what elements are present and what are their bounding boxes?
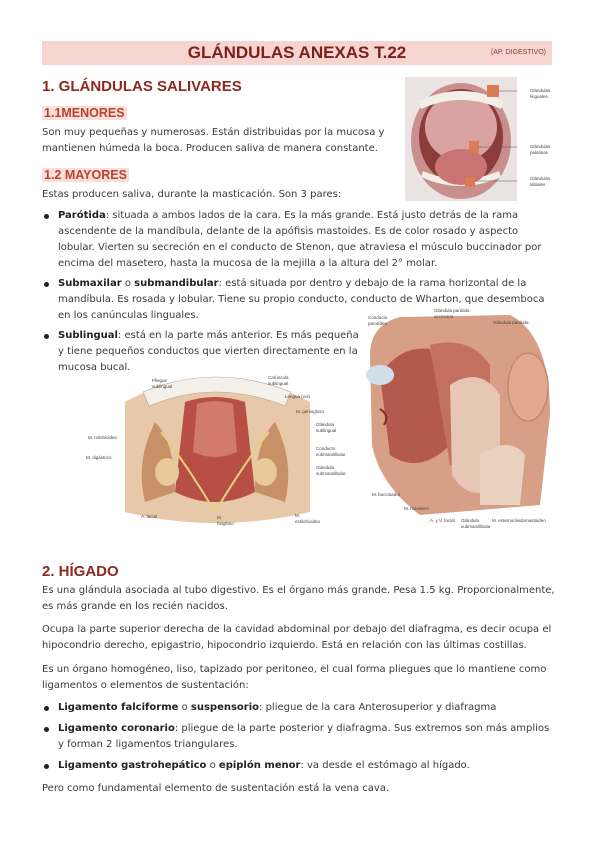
figure-mouth-floor xyxy=(115,362,320,530)
label-floor-12: M. digástrico xyxy=(86,455,112,460)
term-suspensorio: suspensorio xyxy=(190,702,260,713)
falciforme-text: : pliegue de la cara Anterosuperior y diafragma xyxy=(259,702,497,713)
label-floor-6: M. milohioideo xyxy=(88,435,118,440)
page-subtitle: (AP. DIGESTIVO) xyxy=(490,49,546,56)
term-epiplon: epiplón menor xyxy=(218,760,301,771)
bullet-falciforme xyxy=(42,700,557,716)
term-falciforme: Ligamento falciforme xyxy=(58,702,179,713)
bullet-gastrohepatico xyxy=(42,758,557,774)
label-floor-2: Lengua (vol) xyxy=(285,394,311,399)
term-submandibular: submandibular xyxy=(134,278,219,289)
term-sublingual: Sublingual xyxy=(58,330,118,341)
term-submaxilar: Submaxilar xyxy=(58,278,122,289)
coronario-text: : pliegue de la parte posterior y diafragma. Sus extremos son más amplios y forman 2 ligamentos triangulares. xyxy=(58,723,550,750)
label-floor-5: Conducto submandibular xyxy=(316,446,346,457)
label-glandulas-palatinas: Glándulas palatinas xyxy=(530,144,551,155)
label-floor-15: M. estilohioideo xyxy=(295,513,321,524)
label-face-2: Glándula parótida xyxy=(493,320,529,325)
parotida-text: : situada a ambos lados de la cara. Es la más grande. Está justo detrás de la rama ascendente de la mandíbula, delante de la apófisis mastoides. Es de color rosado y aspecto lobular. Vierten su secreción en el conducto de Stenon, que atraviesa el músculo buccinador por encima del masetero, hasta la mucosa de la mejilla a la altura del 2° molar. xyxy=(58,210,542,269)
conjunction: o xyxy=(121,278,135,289)
label-face-6: Glándula submandibular xyxy=(461,518,491,529)
bullet-coronario xyxy=(42,721,557,753)
label-floor-8: Glándula submandibular xyxy=(316,465,346,476)
section-heading-salivares: 1. GLÁNDULAS SALIVARES xyxy=(42,78,242,95)
higado-p2: Ocupa la parte superior derecha de la cavidad abdominal por debajo del diafragma, es decir ocupa el hipocondrio derecho, epigastrio, hipocondrio izquierdo. Está en relación con las últimas costillas. xyxy=(42,624,552,651)
label-floor-4: Glándula sublingual xyxy=(316,422,337,433)
higado-p4: Pero como fundamental elemento de sustentación está la vena cava. xyxy=(42,783,390,794)
label-glandulas-labiales: Glándulas labiales xyxy=(530,176,551,187)
higado-p3: Es un órgano homogéneo, liso, tapizado por peritoneo, el cual forma pliegues que lo mantiene como ligamentos o elementos de sustentación: xyxy=(42,664,547,691)
gastro-text: : va desde el estómago al hígado. xyxy=(300,760,470,771)
term-gastrohepatico: Ligamento gastrohepático xyxy=(58,760,207,771)
subheading-mayores: 1.2 MAYORES xyxy=(44,168,127,182)
page-title: GLÁNDULAS ANEXAS T.22 xyxy=(187,43,407,62)
label-face-1: Glándula parótida accesoria xyxy=(434,308,470,319)
higado-p1: Es una glándula asociada al tubo digestivo. Es el órgano más grande. Pesa 1.5 kg. Proporcionalmente, es más grande en los recién nacidos. xyxy=(42,585,555,612)
mouth-floor-illustration xyxy=(115,362,320,530)
label-floor-13: A. facial xyxy=(141,514,158,519)
term-coronario: Ligamento coronario xyxy=(58,723,175,734)
bullet-parotida xyxy=(42,208,557,272)
subheading-menores: 1.1MENORES xyxy=(44,106,125,120)
label-face-5: A. y V. facial xyxy=(430,518,455,523)
sublingual-text: : está en la parte más anterior. Es más pequeña y tiene pequeños conductos que vierten directamente en la mucosa bucal. xyxy=(58,330,359,373)
label-face-0: Conducto parotídeo xyxy=(368,315,388,326)
conjunction: o xyxy=(206,760,219,771)
label-floor-1: Carúncula sublingual xyxy=(268,375,289,386)
label-floor-0: Pliegue sublingual xyxy=(152,378,173,389)
menores-text: Son muy pequeñas y numerosas. Están distribuidas por la mucosa y mantienen húmeda la boca. Producen saliva de manera constante. xyxy=(42,127,385,154)
label-glandulas-linguales: Glándulas linguales xyxy=(530,88,551,99)
label-floor-14: M. hiogloso xyxy=(217,515,234,526)
mouth-illustration xyxy=(405,77,517,201)
submaxilar-text: : está situada por dentro y debajo de la rama horizontal de la mandíbula. Es rosada y lobular. Tiene su propio conducto, conducto de Wharton, que desemboca en los canúnculas linguales. xyxy=(58,278,545,321)
label-floor-3: M. geniogloso xyxy=(296,409,325,414)
title-bar xyxy=(42,41,552,65)
label-face-4: M. masetero xyxy=(404,506,430,511)
conjunction: o xyxy=(178,702,191,713)
label-face-7: M. esternocleidomastoideo xyxy=(492,518,546,523)
figure-mouth-glands xyxy=(405,77,517,201)
mayores-intro: Estas producen saliva, durante la masticación. Son 3 pares: xyxy=(42,189,342,200)
section-heading-higado: 2. HÍGADO xyxy=(42,563,119,580)
term-parotida: Parótida xyxy=(58,210,106,221)
label-face-3: M. buccinador xyxy=(372,492,401,497)
